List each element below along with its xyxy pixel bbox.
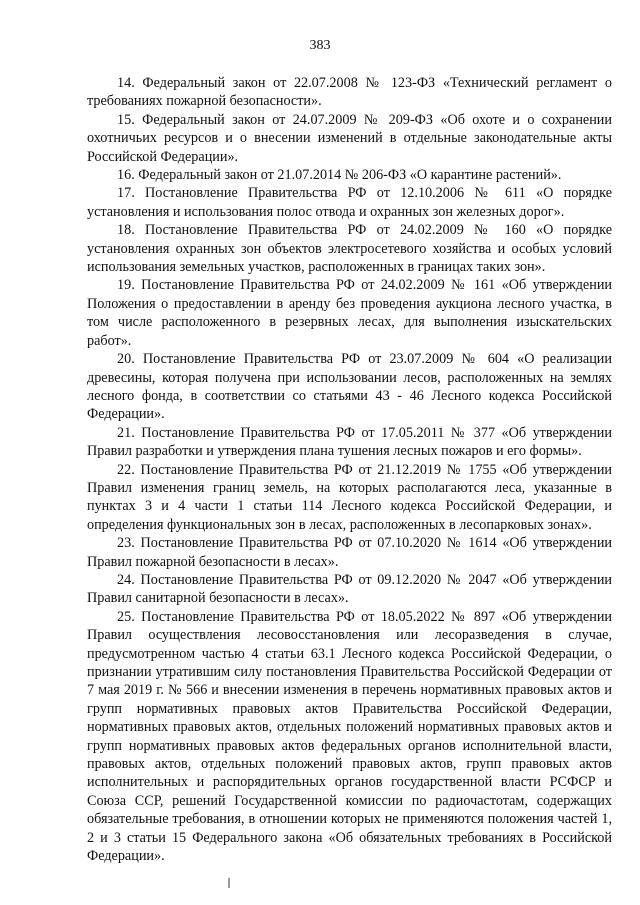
list-item-21: 21. Постановление Правительства РФ от 17.05.2011 № 377 «Об утверждении Правил разработки и утверждения плана тушения лесных пожаров и его формы». [87,424,612,460]
list-item-14: 14. Федеральный закон от 22.07.2008 № 123-ФЗ «Технический регламент о требованиях пожарной безопасности». [87,75,612,110]
list-item-22: 22. Постановление Правительства РФ от 21.12.2019 № 1755 «Об утверждении Правил изменения границ земель, на которых располагаются леса, указанные в пунктах 3 и 4 части 1 статьи 114 Лесного кодекса Российской Федерации, и определения функциональных зон в лесах, расположенных в лесопарковых зонах». [87,461,612,533]
list-item-24: 24. Постановление Правительства РФ от 09.12.2020 № 2047 «Об утверждении Правил санитарной безопасности в лесах». [87,571,612,607]
list-item-18: 18. Постановление Правительства РФ от 24.02.2009 № 160 «О порядке установления охранных зон объектов электросетевого хозяйства и особых условий использования земельных участков, расположенных в границах таких зон». [87,222,612,276]
list-item-20: 20. Постановление Правительства РФ от 23.07.2009 № 604 «О реализации древесины, которая получена при использовании лесов, расположенных на землях лесного фонда, в соответствии со статьями 43 - 46 Лесного кодекса Российской Федерации». [87,351,612,423]
list-item-17: 17. Постановление Правительства РФ от 12.10.2006 № 611 «О порядке установления и использования полос отвода и охранных зон железных дорог». [87,185,612,220]
list-item-15: 15. Федеральный закон от 24.07.2009 № 209-ФЗ «Об охоте и о сохранении охотничьих ресурсов и о внесении изменений в отдельные законодательные акты Российской Федерации». [87,111,612,165]
list-item-23: 23. Постановление Правительства РФ от 07.10.2020 № 1614 «Об утверждении Правил пожарной безопасности в лесах». [87,535,612,570]
list-item-19: 19. Постановление Правительства РФ от 24.02.2009 № 161 «Об утверждении Положения о предоставлении в аренду без проведения аукциона лесного участка, в том числе расположенного в резервных лесах, для выполнения изыскательских работ». [87,277,612,349]
page-number: 383 [309,38,331,53]
scan-artifact-mark [228,878,230,888]
document-body [87,74,612,865]
list-item-25: 25. Постановление Правительства РФ от 18.05.2022 № 897 «Об утверждении Правил осуществления лесовосстановления или лесоразведения в случае, предусмотренном частью 4 статьи 63.1 Лесного кодекса Российской Федерации, о признании утратившим силу постановления Правительства Российской Федерации от 7 мая 2019 г. № 566 и внесении изменения в перечень нормативных правовых актов и групп нормативных правовых актов Правительства Российской Федерации, нормативных правовых актов, отдельных положений нормативных правовых актов и групп нормативных правовых актов федеральных органов исполнительной власти, правовых актов, отдельных положений правовых актов, групп правовых актов исполнительных и распорядительных органов государственной власти РСФСР и Союза ССР, решений Государственной комиссии по радиочастотам, содержащих обязательные требования, в отношении которых не применяются положения частей 1, 2 и 3 статьи 15 Федерального закона «Об обязательных требованиях в Российской Федерации». [87,608,612,865]
list-item-16: 16. Федеральный закон от 21.07.2014 № 206-ФЗ «О карантине растений». [117,167,562,184]
